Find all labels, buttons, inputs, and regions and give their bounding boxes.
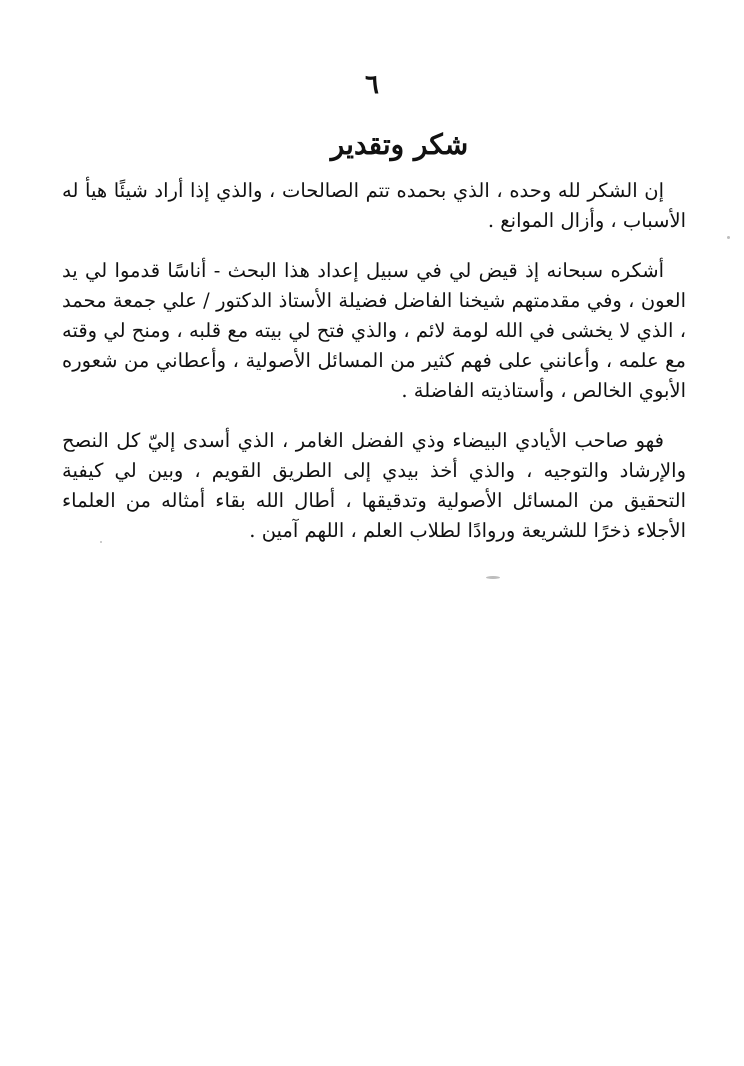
scan-speck xyxy=(100,541,102,543)
scan-speck xyxy=(486,576,500,579)
paragraph-praise: فهو صاحب الأيادي البيضاء وذي الفضل الغامر ، الذي أسدى إليّ كل النصح والإرشاد والتوجيه ، والذي أخذ بيدي إلى الطريق القويم ، وبين لي كيفية التحقيق من المسائل الأصولية وتدقيقها ، أطال الله بقاء أمثاله من العلماء الأجلاء ذخرًا للشريعة وروادًا لطلاب العلم ، اللهم آمين . xyxy=(62,429,686,542)
paragraph-opening: إن الشكر لله وحده ، الذي بحمده تتم الصالحات ، والذي إذا أراد شيئًا هيأ له الأسباب ، وأزال الموانع . xyxy=(62,179,686,232)
scan-speck xyxy=(727,236,730,239)
page-number: ٦ xyxy=(365,70,379,100)
body-text xyxy=(62,176,686,566)
page-title: شكر وتقدير xyxy=(330,128,469,161)
paragraph-acknowledgment: أشكره سبحانه إذ قيض لي في سبيل إعداد هذا البحث - أناسًا قدموا لي يد العون ، وفي مقدمتهم شيخنا الفاضل فضيلة الأستاذ الدكتور / علي جمعة محمد ، الذي لا يخشى في الله لومة لائم ، والذي فتح لي بيته مع قلبه ، ومنح لي وقته مع علمه ، وأعانني على فهم كثير من المسائل الأصولية ، وأعطاني من شعوره الأبوي الخالص ، وأستاذيته الفاضلة . xyxy=(62,259,686,402)
